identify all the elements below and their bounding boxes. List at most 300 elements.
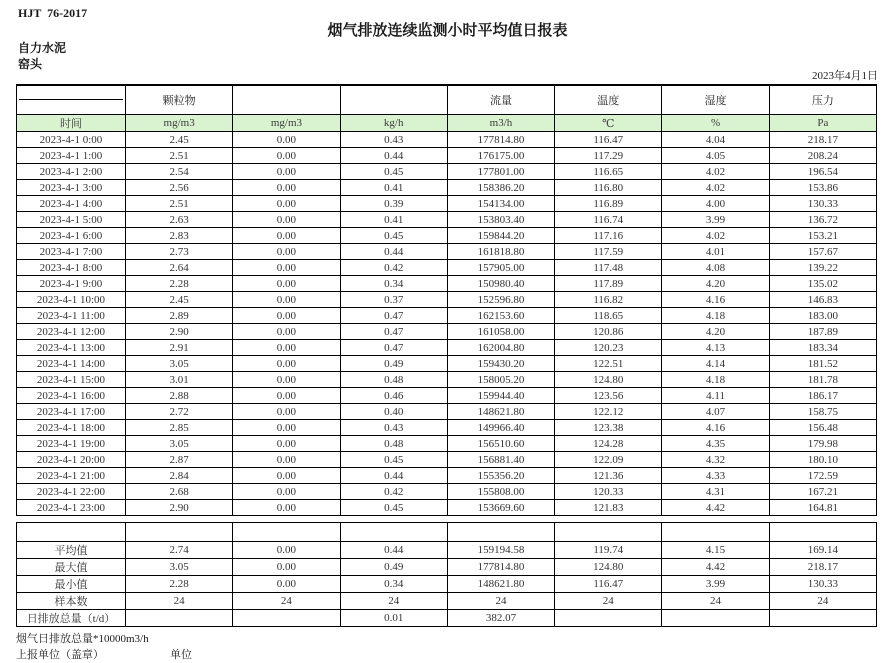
cell-value [555,610,662,627]
cell-stat-label: 样本数 [17,593,126,610]
cell-value: 0.39 [340,196,447,212]
cell-value: 2.68 [126,484,233,500]
blank-cell [340,523,447,542]
table-row [17,324,877,340]
cell-value: 0.00 [233,452,340,468]
cell-value: 130.33 [769,576,876,593]
cell-value: 119.74 [555,542,662,559]
cell-value: 4.13 [662,340,769,356]
cell-value: 2.90 [126,500,233,516]
cell-time: 2023-4-1 4:00 [17,196,126,212]
cell-time: 2023-4-1 2:00 [17,164,126,180]
cell-value: 0.45 [340,452,447,468]
cell-time: 2023-4-1 6:00 [17,228,126,244]
cell-value: 123.56 [555,388,662,404]
cell-stat-label: 平均值 [17,542,126,559]
cell-value: 181.52 [769,356,876,372]
cell-value: 0.43 [340,420,447,436]
cell-value: 164.81 [769,500,876,516]
table-row [17,388,877,404]
cell-value: 0.00 [233,468,340,484]
cell-value: 2.91 [126,340,233,356]
cell-value: 158005.20 [447,372,554,388]
cell-value: 0.00 [233,308,340,324]
unit-header-row [17,115,877,132]
group-header-row [17,85,877,115]
cell-value: 0.00 [233,559,340,576]
cell-value: 24 [555,593,662,610]
table-row [17,404,877,420]
cell-value: 2.63 [126,212,233,228]
cell-value: 122.09 [555,452,662,468]
cell-value: 4.02 [662,180,769,196]
doc-code: HJT 76-2017 [18,6,88,20]
table-row [17,228,877,244]
cell-value: 187.89 [769,324,876,340]
col-header-pa: Pa [769,115,876,132]
cell-value: 2.88 [126,388,233,404]
cell-value: 116.47 [555,576,662,593]
cell-value: 24 [233,593,340,610]
cell-value: 4.02 [662,228,769,244]
cell-value: 0.40 [340,404,447,420]
report-date: 2023年4月1日 [812,70,878,82]
cell-value: 3.99 [662,576,769,593]
cell-value: 120.33 [555,484,662,500]
cell-value: 0.49 [340,559,447,576]
cell-value: 177814.80 [447,132,554,148]
group-header-empty-1 [233,85,340,115]
cell-value: 179.98 [769,436,876,452]
cell-value: 159944.40 [447,388,554,404]
time-header-split-top [19,86,123,99]
cell-value: 154134.00 [447,196,554,212]
cell-value: 4.02 [662,164,769,180]
table-row [17,593,877,610]
cell-value: 0.01 [340,610,447,627]
cell-value: 4.42 [662,559,769,576]
footer-report-unit-label: 上报单位（盖章） [16,649,104,661]
cell-value: 4.11 [662,388,769,404]
cell-value: 146.83 [769,292,876,308]
footer-unit-label: 单位 [170,649,192,661]
cell-value: 116.65 [555,164,662,180]
cell-value: 2.73 [126,244,233,260]
cell-value: 0.00 [233,420,340,436]
cell-value: 4.14 [662,356,769,372]
cell-time: 2023-4-1 12:00 [17,324,126,340]
cell-time: 2023-4-1 23:00 [17,500,126,516]
cell-value: 150980.40 [447,276,554,292]
separator-section [17,516,877,542]
cell-value: 2.84 [126,468,233,484]
table-row [17,340,877,356]
cell-value: 0.00 [233,292,340,308]
cell-value: 0.47 [340,324,447,340]
cell-value: 158386.20 [447,180,554,196]
cell-value: 24 [126,593,233,610]
cell-value: 161058.00 [447,324,554,340]
cell-value: 161818.80 [447,244,554,260]
blank-cell [233,523,340,542]
cell-value: 177814.80 [447,559,554,576]
cell-value: 3.99 [662,212,769,228]
cell-value [662,610,769,627]
blank-cell [555,523,662,542]
cell-value: 116.82 [555,292,662,308]
table-row [17,372,877,388]
cell-value: 0.00 [233,340,340,356]
cell-value: 4.16 [662,420,769,436]
cell-value: 0.49 [340,356,447,372]
cell-value: 121.83 [555,500,662,516]
cell-value: 24 [340,593,447,610]
cell-value: 120.86 [555,324,662,340]
cell-value: 0.00 [233,148,340,164]
cell-value: 4.33 [662,468,769,484]
cell-value: 218.17 [769,559,876,576]
table-row [17,132,877,148]
cell-value [233,610,340,627]
cell-value: 0.44 [340,244,447,260]
cell-value: 139.22 [769,260,876,276]
cell-value: 0.00 [233,576,340,593]
cell-value: 0.00 [233,180,340,196]
cell-value: 0.00 [233,244,340,260]
cell-value: 2.51 [126,148,233,164]
cell-value: 153.21 [769,228,876,244]
cell-value: 4.04 [662,132,769,148]
cell-value: 2.28 [126,276,233,292]
cell-value: 117.48 [555,260,662,276]
cell-value: 2.28 [126,576,233,593]
cell-time: 2023-4-1 10:00 [17,292,126,308]
table-row [17,500,877,516]
cell-value: 149966.40 [447,420,554,436]
table-row [17,356,877,372]
table-row [17,260,877,276]
cell-value: 183.34 [769,340,876,356]
blank-cell [126,523,233,542]
col-header-kg-h: kg/h [340,115,447,132]
report-table [16,84,877,627]
cell-value: 156510.60 [447,436,554,452]
table-row [17,559,877,576]
cell-value: 4.18 [662,308,769,324]
cell-value: 0.42 [340,484,447,500]
gap-cell [17,516,877,523]
cell-value: 0.00 [233,324,340,340]
cell-value: 172.59 [769,468,876,484]
cell-value: 155356.20 [447,468,554,484]
group-header-particulate: 颗粒物 [126,85,233,115]
cell-value: 117.16 [555,228,662,244]
cell-value: 136.72 [769,212,876,228]
col-header-mg-m3-b: mg/m3 [233,115,340,132]
cell-value: 2.56 [126,180,233,196]
cell-time: 2023-4-1 11:00 [17,308,126,324]
cell-value: 2.74 [126,542,233,559]
cell-value: 0.48 [340,436,447,452]
cell-value: 2.90 [126,324,233,340]
cell-value [769,610,876,627]
cell-value: 159430.20 [447,356,554,372]
cell-value: 181.78 [769,372,876,388]
cell-value: 0.00 [233,212,340,228]
cell-value: 118.65 [555,308,662,324]
cell-value: 117.29 [555,148,662,164]
cell-value: 4.31 [662,484,769,500]
table-row [17,292,877,308]
cell-value: 148621.80 [447,404,554,420]
cell-value: 0.00 [233,388,340,404]
cell-value: 2.85 [126,420,233,436]
cell-value: 116.47 [555,132,662,148]
cell-value: 124.80 [555,372,662,388]
col-header-m3-h: m3/h [447,115,554,132]
cell-value: 0.42 [340,260,447,276]
cell-value: 130.33 [769,196,876,212]
col-header-celsius: ℃ [555,115,662,132]
group-header-pressure: 压力 [769,85,876,115]
footer-note: 烟气日排放总量*10000m3/h [16,633,149,645]
blank-cell [769,523,876,542]
cell-value: 3.05 [126,356,233,372]
cell-time: 2023-4-1 21:00 [17,468,126,484]
cell-value: 24 [447,593,554,610]
cell-value: 4.20 [662,324,769,340]
table-row [17,276,877,292]
cell-value: 0.41 [340,180,447,196]
table-row [17,180,877,196]
cell-value: 116.74 [555,212,662,228]
cell-value: 117.59 [555,244,662,260]
table-row [17,308,877,324]
cell-value: 0.00 [233,372,340,388]
cell-value: 4.05 [662,148,769,164]
cell-value: 4.15 [662,542,769,559]
cell-value: 4.20 [662,276,769,292]
group-header-temperature: 温度 [555,85,662,115]
cell-value: 4.18 [662,372,769,388]
cell-value: 0.37 [340,292,447,308]
cell-value: 157905.00 [447,260,554,276]
col-header-percent: % [662,115,769,132]
cell-value: 0.45 [340,164,447,180]
cell-value: 0.00 [233,196,340,212]
cell-value: 0.41 [340,212,447,228]
cell-time: 2023-4-1 15:00 [17,372,126,388]
cell-time: 2023-4-1 22:00 [17,484,126,500]
cell-value: 120.23 [555,340,662,356]
cell-value: 4.08 [662,260,769,276]
hourly-data-rows [17,132,877,516]
cell-time: 2023-4-1 1:00 [17,148,126,164]
cell-time: 2023-4-1 13:00 [17,340,126,356]
cell-value: 0.00 [233,436,340,452]
group-header-humidity: 湿度 [662,85,769,115]
group-header-empty-2 [340,85,447,115]
summary-rows [17,542,877,627]
cell-value: 0.45 [340,228,447,244]
cell-value: 3.01 [126,372,233,388]
cell-time: 2023-4-1 14:00 [17,356,126,372]
cell-value: 177801.00 [447,164,554,180]
cell-value: 208.24 [769,148,876,164]
cell-value: 218.17 [769,132,876,148]
cell-value: 2.64 [126,260,233,276]
cell-value: 2.45 [126,292,233,308]
cell-value: 0.00 [233,276,340,292]
monitoring-point: 窑头 [18,57,43,71]
blank-cell [17,523,126,542]
cell-value: 0.46 [340,388,447,404]
cell-value: 24 [769,593,876,610]
cell-value: 156881.40 [447,452,554,468]
gap-row [17,516,877,523]
cell-value: 0.00 [233,500,340,516]
cell-value: 0.00 [233,228,340,244]
company-name: 自力水泥 [18,41,67,55]
cell-value: 0.34 [340,276,447,292]
cell-value: 183.00 [769,308,876,324]
cell-value: 117.89 [555,276,662,292]
cell-value: 186.17 [769,388,876,404]
cell-value: 2.54 [126,164,233,180]
table-row [17,468,877,484]
cell-value: 3.05 [126,436,233,452]
cell-stat-label: 最大值 [17,559,126,576]
cell-value: 116.89 [555,196,662,212]
cell-value: 122.51 [555,356,662,372]
cell-value: 196.54 [769,164,876,180]
cell-time: 2023-4-1 19:00 [17,436,126,452]
time-header-split-bottom [19,99,123,114]
cell-time: 2023-4-1 9:00 [17,276,126,292]
cell-time: 2023-4-1 0:00 [17,132,126,148]
cell-value: 0.34 [340,576,447,593]
table-row [17,164,877,180]
cell-value: 159194.58 [447,542,554,559]
cell-value: 0.47 [340,308,447,324]
cell-value: 148621.80 [447,576,554,593]
cell-value: 0.44 [340,468,447,484]
cell-value: 2.87 [126,452,233,468]
cell-value: 3.05 [126,559,233,576]
cell-time: 2023-4-1 8:00 [17,260,126,276]
cell-time: 2023-4-1 5:00 [17,212,126,228]
cell-value: 121.36 [555,468,662,484]
cell-value: 0.45 [340,500,447,516]
table-row [17,452,877,468]
cell-time: 2023-4-1 7:00 [17,244,126,260]
cell-value: 122.12 [555,404,662,420]
cell-value: 153803.40 [447,212,554,228]
cell-stat-label: 最小值 [17,576,126,593]
cell-value: 382.07 [447,610,554,627]
table-row [17,542,877,559]
page-title: 烟气排放连续监测小时平均值日报表 [327,22,568,39]
table-row [17,244,877,260]
cell-value: 176175.00 [447,148,554,164]
cell-value: 2.83 [126,228,233,244]
cell-value: 169.14 [769,542,876,559]
table-row [17,212,877,228]
blank-row [17,523,877,542]
cell-value: 167.21 [769,484,876,500]
cell-value: 24 [662,593,769,610]
table-row [17,484,877,500]
cell-value: 4.00 [662,196,769,212]
cell-value: 0.00 [233,260,340,276]
blank-cell [447,523,554,542]
cell-value: 124.28 [555,436,662,452]
cell-value: 0.47 [340,340,447,356]
cell-value: 0.43 [340,132,447,148]
col-header-time: 时间 [17,115,126,132]
blank-cell [662,523,769,542]
table-row [17,610,877,627]
cell-time: 2023-4-1 18:00 [17,420,126,436]
cell-value: 159844.20 [447,228,554,244]
table-row [17,576,877,593]
cell-value: 158.75 [769,404,876,420]
table-row [17,436,877,452]
cell-value: 2.72 [126,404,233,420]
cell-time: 2023-4-1 17:00 [17,404,126,420]
cell-time: 2023-4-1 16:00 [17,388,126,404]
cell-value: 162004.80 [447,340,554,356]
cell-value [126,610,233,627]
cell-value: 116.80 [555,180,662,196]
cell-value: 0.48 [340,372,447,388]
cell-value: 180.10 [769,452,876,468]
cell-value: 4.35 [662,436,769,452]
cell-value: 2.51 [126,196,233,212]
cell-time: 2023-4-1 3:00 [17,180,126,196]
cell-value: 153669.60 [447,500,554,516]
cell-value: 4.07 [662,404,769,420]
cell-value: 4.42 [662,500,769,516]
cell-value: 4.16 [662,292,769,308]
cell-value: 0.00 [233,164,340,180]
cell-value: 0.00 [233,404,340,420]
table-row [17,196,877,212]
cell-value: 155808.00 [447,484,554,500]
cell-value: 152596.80 [447,292,554,308]
col-header-mg-m3-a: mg/m3 [126,115,233,132]
cell-value: 156.48 [769,420,876,436]
cell-value: 0.00 [233,132,340,148]
cell-value: 162153.60 [447,308,554,324]
cell-value: 135.02 [769,276,876,292]
cell-value: 0.00 [233,484,340,500]
cell-value: 4.01 [662,244,769,260]
cell-time: 2023-4-1 20:00 [17,452,126,468]
cell-value: 0.44 [340,148,447,164]
cell-value: 2.89 [126,308,233,324]
cell-value: 124.80 [555,559,662,576]
group-header-flow: 流量 [447,85,554,115]
cell-value: 2.45 [126,132,233,148]
table-row [17,148,877,164]
cell-value: 157.67 [769,244,876,260]
cell-value: 4.32 [662,452,769,468]
table-row [17,420,877,436]
cell-stat-label: 日排放总量（t/d） [17,610,126,627]
cell-value: 0.00 [233,356,340,372]
cell-value: 123.38 [555,420,662,436]
